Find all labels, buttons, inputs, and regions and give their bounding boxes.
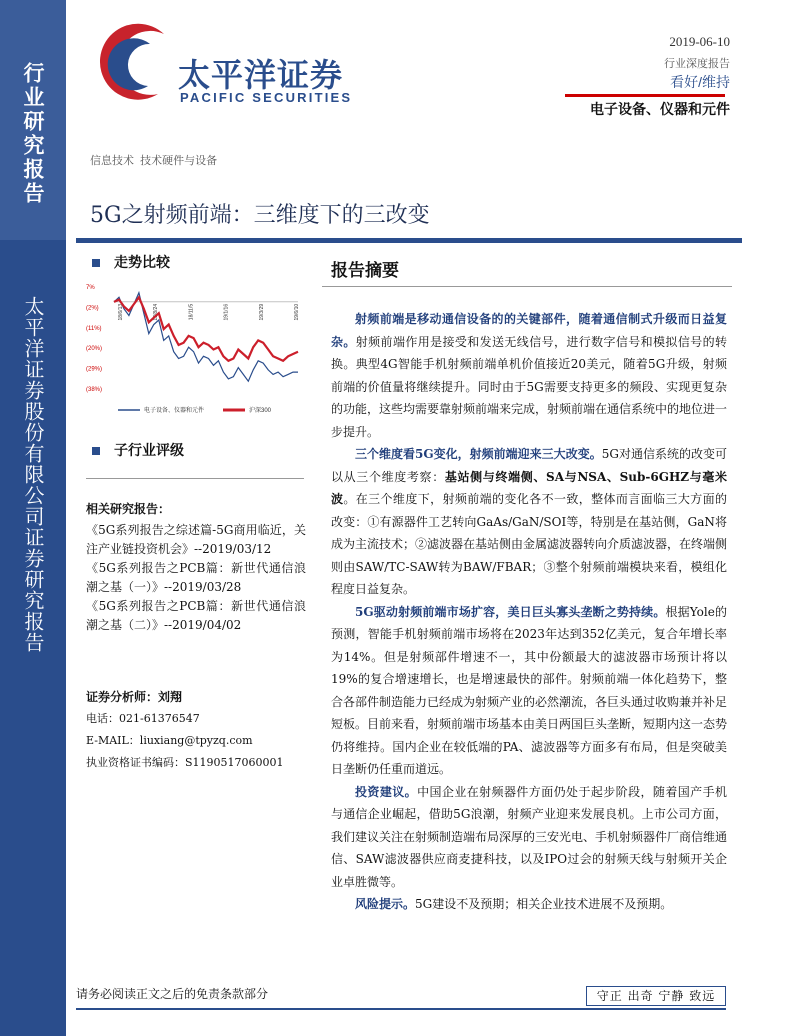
trend-heading-text: 走势比较 (114, 255, 170, 271)
related-report-1[interactable]: 《5G系列报告之综述篇-5G商用临近，关注产业链投资机会》--2019/03/12 (86, 523, 306, 556)
summary-paragraph-3 (331, 601, 727, 781)
footer-line (76, 1008, 726, 1010)
summary-paragraph-5 (331, 893, 727, 916)
industry: 电子设备、仪器和元件 (590, 101, 730, 117)
logo-icon (98, 20, 168, 104)
analyst-name: 证券分析师：刘翔 (86, 690, 183, 704)
p2-lead: 三个维度看5G变化，射频前端迎来三大改变。 (355, 447, 602, 461)
bullet-square-icon (92, 259, 100, 267)
analyst-license: 执业资格证书编码：S1190517060001 (86, 756, 284, 769)
y-tick-label: (2%) (86, 305, 99, 312)
p4-body: 中国企业在射频器件方面仍处于起步阶段，随着国产手机与通信企业崛起，借助5G浪潮，射频产业迎来发展良机。上市公司方面，我们建议关注在射频制造端布局深厚的三安光电、手机射频器件厂商信维通信、SAW滤波器供应商麦捷科技，以及IPO过会的射频天线与射频开关企业卓胜微等。 (331, 784, 728, 889)
trend-heading (92, 252, 170, 272)
logo-en-name: PACIFIC SECURITIES (180, 90, 353, 105)
p2-a: 5G对通信系统的改变可以从三个维度考察： (331, 447, 727, 484)
sidebar-bottom-label: 太平洋证券股份有限公司证券研究报告 (21, 296, 45, 653)
x-tick-label: 19/3/29 (258, 303, 265, 321)
p2-c: 。在三个维度下，射频前端的变化各不一致，整体而言面临三大方面的改变：①有源器件工艺转向GaAs/GaN/SOI等，特别是在基站侧，GaN将成为主流技术；②滤波器在基站侧由金属滤波器转向介质滤波器，在终端侧则由SAW/TC-SAW转为BAW/FBAR；③整个射频前端模块来看，模组化程度日益复杂。 (331, 492, 728, 596)
p3-body: 根据Yole的预测，智能手机射频前端市场将在2023年达到352亿美元，复合年增长率为14%。但是射频部件增速不一，其中份额最大的滤波器市场预计将以19%的复合增速增长，也是增速最快的部件。射频前端一体化趋势下，整合各部件制造能力已经成为射频产业的必然潮流，各巨头通过收购兼并补足短板。目前来看，射频前端市场基本由美日两国巨头垄断，短期内这一态势仍将维持。国内企业在较低端的PA、滤波器等方面多有布局，但是突破美日垄断仍任重而道远。 (331, 604, 728, 776)
p1-body: 射频前端作用是接受和发送无线信号，进行数字信号和模拟信号的转换。典型4G智能手机射频前端单机价值接近20美元，随着5G升级，射频前端的价值量将继续提升。同时由于5G需要支持更多的频段、实现更复杂的功能，这些均需要靠射频前端来完成，射频前端在通信系统中的地位进一步提升。 (331, 334, 728, 439)
x-tick-label: 19/6/10 (294, 303, 300, 321)
page-title: 5G之射频前端：三维度下的三改变 (90, 203, 430, 228)
summary-paragraph-4 (331, 781, 727, 894)
y-tick-label: (20%) (86, 346, 103, 353)
x-tick-label: 19/1/16 (223, 303, 230, 321)
p3-lead: 5G驱动射频前端市场扩容，美日巨头寡头垄断之势持续。 (355, 604, 666, 619)
sub-rating-text: 子行业评级 (114, 443, 184, 459)
x-tick-label: 18/8/24 (153, 303, 160, 321)
summary-paragraph-2 (331, 443, 727, 601)
analyst-block (86, 686, 306, 774)
rating: 看好/维持 (670, 74, 730, 90)
sidebar-top-label-wrap (0, 62, 66, 206)
logo-emblem (98, 20, 168, 104)
sidebar-bottom-label-wrap (0, 296, 66, 653)
summary-heading: 报告摘要 (331, 261, 399, 281)
footer-disclaimer: 请务必阅读正文之后的免责条款部分 (76, 987, 269, 1001)
x-tick-label: 18/11/5 (188, 303, 195, 321)
breadcrumb: 信息技术 技术硬件与设备 (90, 155, 218, 167)
analyst-phone: 电话：021-61376547 (86, 712, 200, 725)
p5-lead: 风险提示。 (355, 897, 416, 911)
legend-label: 沪深300 (249, 408, 272, 414)
sub-rating-heading (92, 440, 184, 460)
trend-chart-svg (84, 280, 304, 420)
p1-lead: 射频前端是移动通信设备的的关键部件，随着通信制式升级而日益复杂。 (331, 312, 727, 349)
y-tick-label: (11%) (86, 325, 102, 332)
bullet-square-icon (92, 447, 100, 455)
series-line-2 (114, 297, 298, 361)
related-report-3[interactable]: 《5G系列报告之PCB篇：新世代通信浪潮之基（二）》--2019/04/02 (86, 599, 306, 632)
report-date: 2019-06-10 (669, 34, 730, 49)
legend-label: 电子设备、仪器和元件 (144, 408, 205, 414)
summary-body (331, 308, 727, 916)
p4-lead: 投资建议。 (355, 784, 418, 799)
header-red-line (565, 94, 725, 97)
logo-cn-name: 太平洋证券 (178, 56, 344, 94)
y-tick-label: (38%) (86, 387, 103, 393)
related-heading: 相关研究报告： (86, 502, 171, 516)
y-tick-label: 7% (86, 285, 95, 291)
footer-motto: 守正 出奇 宁静 致远 (586, 986, 726, 1006)
sidebar-top-label: 行业研究报告 (21, 62, 45, 206)
y-tick-label: (29%) (86, 366, 103, 373)
trend-chart (84, 280, 304, 420)
title-divider (76, 238, 742, 243)
related-report-2[interactable]: 《5G系列报告之PCB篇：新世代通信浪潮之基（一）》--2019/03/28 (86, 561, 306, 594)
report-type: 行业深度报告 (664, 58, 730, 70)
divider (86, 478, 304, 479)
p5-body: 5G建设不及预期；相关企业技术进展不及预期。 (415, 897, 673, 911)
p2-b: 基站侧与终端侧、SA与NSA、Sub-6GHZ与毫米波 (331, 469, 727, 506)
x-tick-label: 18/6/13 (118, 303, 124, 321)
summary-paragraph-1 (331, 308, 727, 443)
related-reports (86, 500, 306, 635)
summary-divider (322, 286, 732, 287)
analyst-email[interactable]: E-MAIL：liuxiang@tpyzq.com (86, 734, 253, 747)
